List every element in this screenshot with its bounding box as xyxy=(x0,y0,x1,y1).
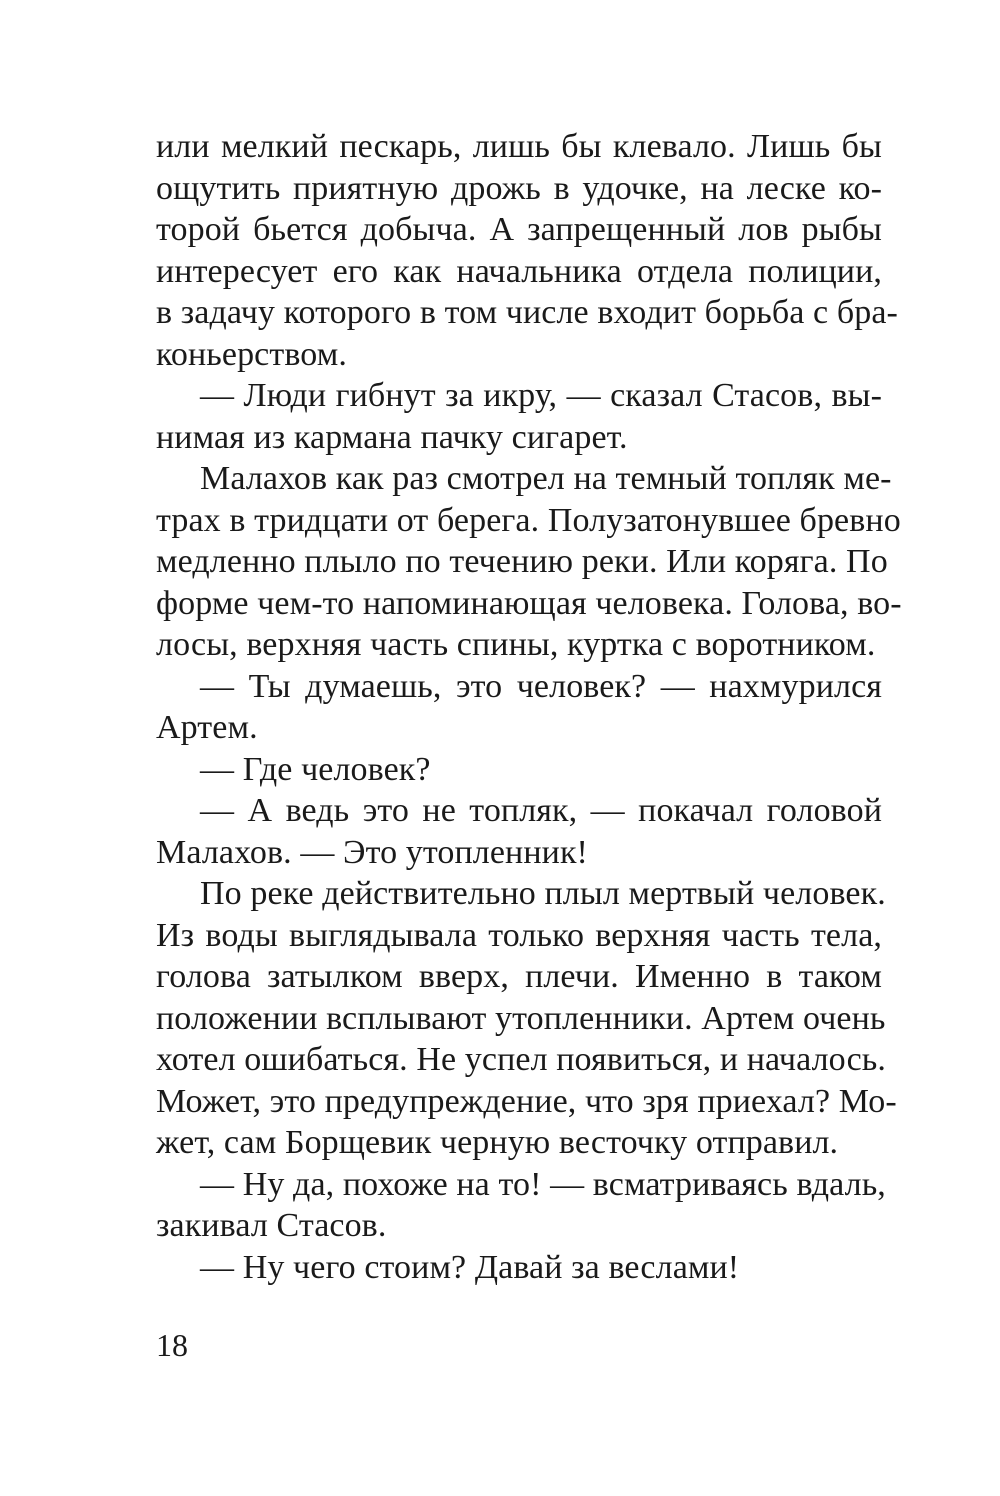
text-line: — Ну да, похоже на то! — всматриваясь вдаль, xyxy=(200,1165,886,1203)
text-line: Артем. xyxy=(156,709,258,746)
text-line: ощутить приятную дрожь в удочке, на леске ко- xyxy=(156,169,882,207)
text-line: коньерством. xyxy=(156,335,347,373)
text-line: Из воды выглядывала только верхняя часть тела, xyxy=(156,916,882,954)
text-line: нимая из кармана пачку сигарет. xyxy=(156,418,628,456)
page-body xyxy=(156,126,902,1288)
text-line: интересует его как начальника отдела полиции, xyxy=(156,252,882,290)
page-number: 18 xyxy=(156,1327,188,1363)
text-line: — Ты думаешь, это человек? — нахмурился xyxy=(200,667,882,705)
text-line: или мелкий пескарь, лишь бы клевало. Лишь бы xyxy=(156,128,882,165)
text-line: голова затылком вверх, плечи. Именно в таком xyxy=(156,958,882,995)
text-line: — Люди гибнут за икру, — сказал Стасов, вы- xyxy=(200,377,882,414)
text-line: трах в тридцати от берега. Полузатонувшее бревно xyxy=(156,501,901,539)
text-line: По реке действительно плыл мертвый человек. xyxy=(200,875,886,912)
text-line: Малахов. — Это утопленник! xyxy=(156,833,588,871)
text-line: хотел ошибаться. Не успел появиться, и началось. xyxy=(156,1041,886,1078)
text-line: форме чем-то напоминающая человека. Голова, во- xyxy=(156,584,902,622)
text-line: — Где человек? xyxy=(200,750,431,788)
text-line: Малахов как раз смотрел на темный топляк ме- xyxy=(200,460,892,497)
text-line: в задачу которого в том числе входит борьба с бра- xyxy=(156,294,898,331)
text-line: закивал Стасов. xyxy=(156,1207,387,1244)
text-line: — Ну чего стоим? Давай за веслами! xyxy=(200,1248,740,1286)
text-line: положении всплывают утопленники. Артем очень xyxy=(156,999,886,1037)
text-line: Может, это предупреждение, что зря приехал? Мо- xyxy=(156,1082,897,1120)
text-line: — А ведь это не топляк, — покачал головой xyxy=(200,792,882,829)
text-line: лосы, верхняя часть спины, куртка с воротником. xyxy=(156,626,876,663)
text-line: жет, сам Борщевик черную весточку отправил. xyxy=(156,1124,839,1161)
text-line: торой бьется добыча. А запрещенный лов рыбы xyxy=(156,211,882,248)
text-line: медленно плыло по течению реки. Или коряга. По xyxy=(156,543,888,580)
